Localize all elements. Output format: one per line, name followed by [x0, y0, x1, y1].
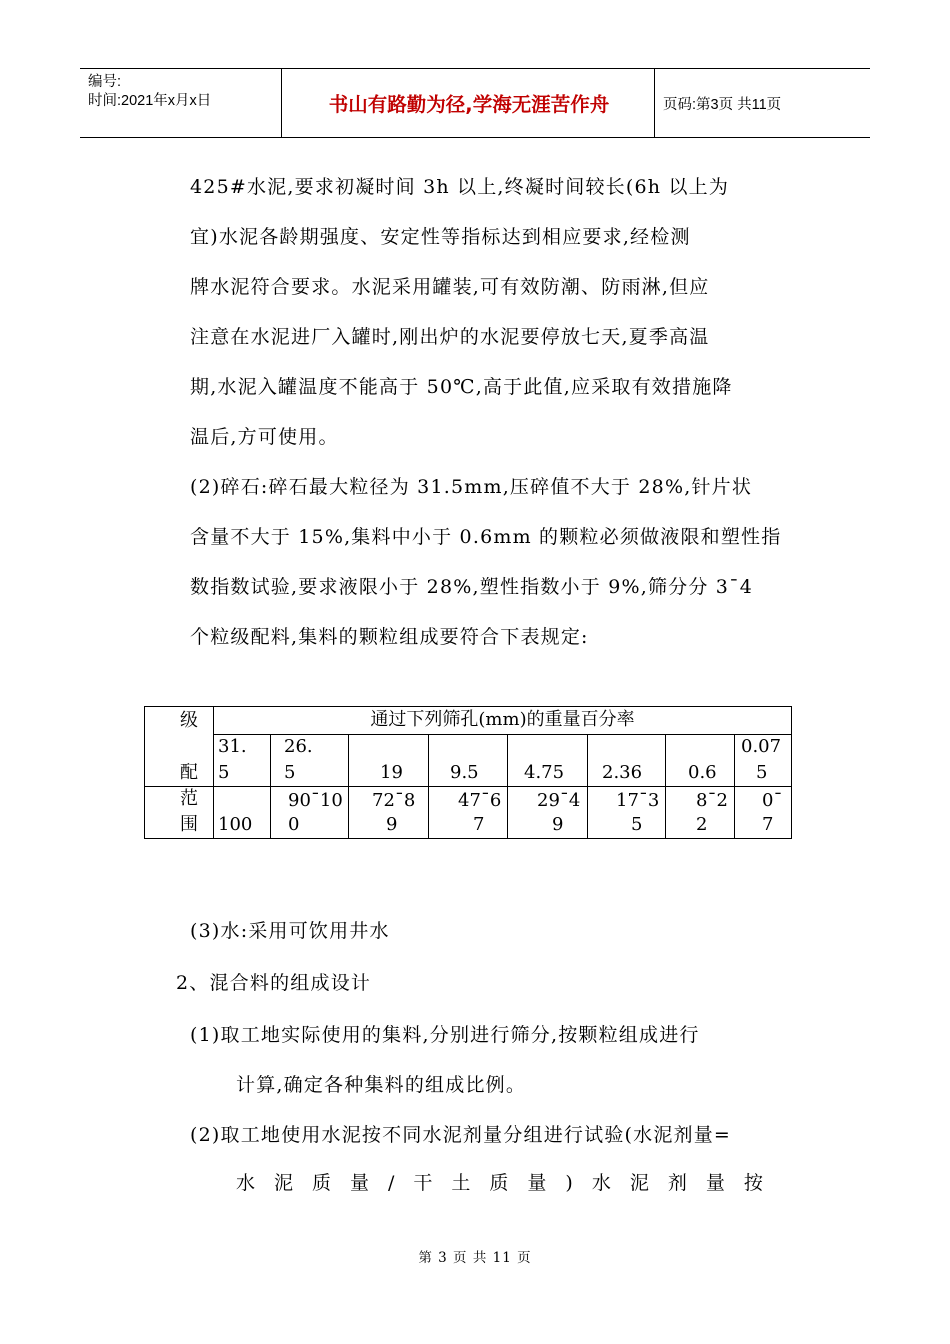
table-line	[348, 734, 349, 839]
table-title: 通过下列筛孔(mm)的重量百分率	[370, 709, 635, 730]
sieve-size: 5	[284, 762, 296, 783]
range-value: 17¯3	[616, 790, 660, 811]
table-line	[734, 734, 735, 839]
range-value: 47¯6	[458, 790, 502, 811]
header-motto: 书山有路勤为径,学海无涯苦作舟	[328, 93, 610, 116]
sieve-size: 0.07	[741, 736, 782, 757]
range-value: 7	[473, 814, 485, 835]
row-header-top: 级	[180, 710, 198, 731]
table-line	[507, 734, 508, 839]
range-value: 9	[552, 814, 564, 835]
grading-table	[144, 706, 792, 838]
row-header-bottom: 围	[180, 814, 198, 835]
page-footer: 第 3 页 共 11 页	[418, 1250, 532, 1266]
range-value: 9	[386, 814, 398, 835]
range-value: 100	[218, 814, 253, 835]
text-line: 期,水泥入罐温度不能高于 50℃,高于此值,应采取有效措施降	[190, 376, 733, 398]
range-value: 2	[696, 814, 708, 835]
range-value: 90¯10	[288, 790, 343, 811]
table-line	[428, 734, 429, 839]
table-line	[144, 706, 145, 839]
sieve-size: 4.75	[524, 762, 565, 783]
text-line: 个粒级配料,集料的颗粒组成要符合下表规定:	[190, 626, 589, 648]
sieve-size: 2.36	[602, 762, 643, 783]
sieve-size: 5	[218, 762, 230, 783]
table-line	[665, 734, 666, 839]
table-line	[144, 786, 792, 787]
section-heading: 2、混合料的组成设计	[176, 972, 372, 994]
header-left	[88, 73, 211, 111]
header-number: 编号:	[88, 74, 122, 90]
table-line	[144, 838, 792, 839]
text-line: 425#水泥,要求初凝时间 3h 以上,终凝时间较长(6h 以上为	[190, 176, 730, 198]
text-line: 温后,方可使用。	[190, 426, 339, 448]
text-line: (2)取工地使用水泥按不同水泥剂量分组进行试验(水泥剂量=	[190, 1124, 732, 1146]
header-time: 时间:2021年x月x日	[88, 93, 212, 109]
text-line: 数指数试验,要求液限小于 28%,塑性指数小于 9%,筛分分 3¯4	[190, 576, 754, 598]
text-line: 含量不大于 15%,集料中小于 0.6mm 的颗粒必须做液限和塑性指	[190, 526, 782, 548]
range-value: 29¯4	[537, 790, 581, 811]
header-page-info: 页码:第3页 共11页	[663, 97, 782, 113]
sieve-size: 0.6	[688, 762, 717, 783]
sieve-size: 26.	[284, 736, 313, 757]
table-line	[270, 734, 271, 839]
text-line: (1)取工地实际使用的集料,分别进行筛分,按颗粒组成进行	[190, 1024, 700, 1046]
range-value: 8¯2	[696, 790, 728, 811]
range-value: 5	[631, 814, 643, 835]
table-line	[587, 734, 588, 839]
sieve-size: 19	[380, 762, 403, 783]
header-divider	[281, 69, 282, 137]
text-line: (3)水:采用可饮用井水	[190, 920, 390, 942]
text-line: 水泥质量/干土质量)水泥剂量按	[236, 1172, 782, 1194]
row-header-bottom: 范	[180, 788, 198, 809]
sieve-size: 5	[756, 762, 768, 783]
text-line: 牌水泥符合要求。水泥采用罐装,可有效防潮、防雨淋,但应	[190, 276, 710, 298]
range-value: 0	[288, 814, 300, 835]
text-line: 注意在水泥进厂入罐时,刚出炉的水泥要停放七天,夏季高温	[190, 326, 710, 348]
range-value: 7	[762, 814, 774, 835]
row-header-mid: 配	[180, 762, 198, 783]
sieve-size: 31.	[218, 736, 247, 757]
range-value: 0¯	[762, 790, 783, 811]
text-line: 计算,确定各种集料的组成比例。	[236, 1074, 527, 1096]
range-value: 72¯8	[372, 790, 416, 811]
sieve-size: 9.5	[450, 762, 479, 783]
page-header	[80, 68, 870, 138]
header-divider	[654, 69, 655, 137]
text-line: (2)碎石:碎石最大粒径为 31.5mm,压碎值不大于 28%,针片状	[190, 476, 753, 498]
text-line: 宜)水泥各龄期强度、安定性等指标达到相应要求,经检测	[190, 226, 691, 248]
